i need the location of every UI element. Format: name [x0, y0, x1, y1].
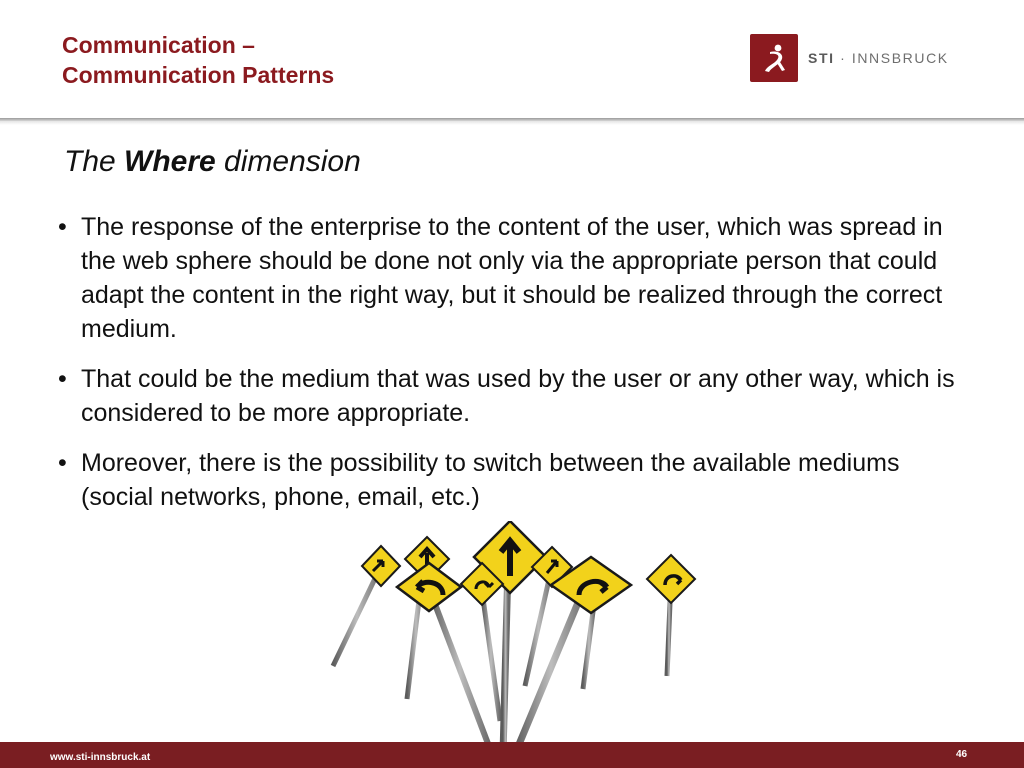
sti-innsbruck-logo — [750, 34, 949, 82]
section-title-line-2: Communication Patterns — [62, 62, 335, 88]
bullet-item — [56, 210, 966, 346]
road-signs-image — [325, 521, 700, 754]
subtitle-prefix: The — [64, 145, 125, 178]
section-title-line-1: Communication – — [62, 32, 255, 58]
logo-separator: · — [840, 50, 847, 66]
subtitle-suffix: dimension — [215, 145, 361, 178]
bullet-text: That could be the medium that was used by the user or any other way, which is considered to be more appropriate. — [81, 365, 955, 427]
bullet-text: Moreover, there is the possibility to switch between the available mediums (social networks, phone, email, etc.) — [81, 449, 900, 511]
footer-bar — [0, 742, 1024, 768]
bullet-dot: • — [58, 449, 67, 477]
slide-section-title — [62, 30, 334, 90]
bullet-item — [56, 446, 966, 514]
logo-wordmark — [808, 50, 949, 66]
logo-place: INNSBRUCK — [851, 50, 949, 66]
bullet-item — [56, 362, 966, 430]
header-divider-shadow — [0, 121, 1024, 125]
bullet-dot: • — [58, 365, 67, 393]
logo-brand: STI — [808, 50, 835, 66]
slide-subtitle — [64, 145, 361, 179]
bullet-list — [56, 210, 966, 530]
sti-person-icon — [750, 34, 798, 82]
bullet-dot: • — [58, 213, 67, 241]
subtitle-emphasis: Where — [124, 145, 216, 178]
footer-url: www.sti-innsbruck.at — [50, 752, 151, 763]
bullet-text: The response of the enterprise to the content of the user, which was spread in the web sphere should be done not only via the appropriate person that could adapt the content in the right way, but it should be realized through the correct medium. — [81, 213, 943, 343]
page-number: 46 — [956, 749, 968, 760]
